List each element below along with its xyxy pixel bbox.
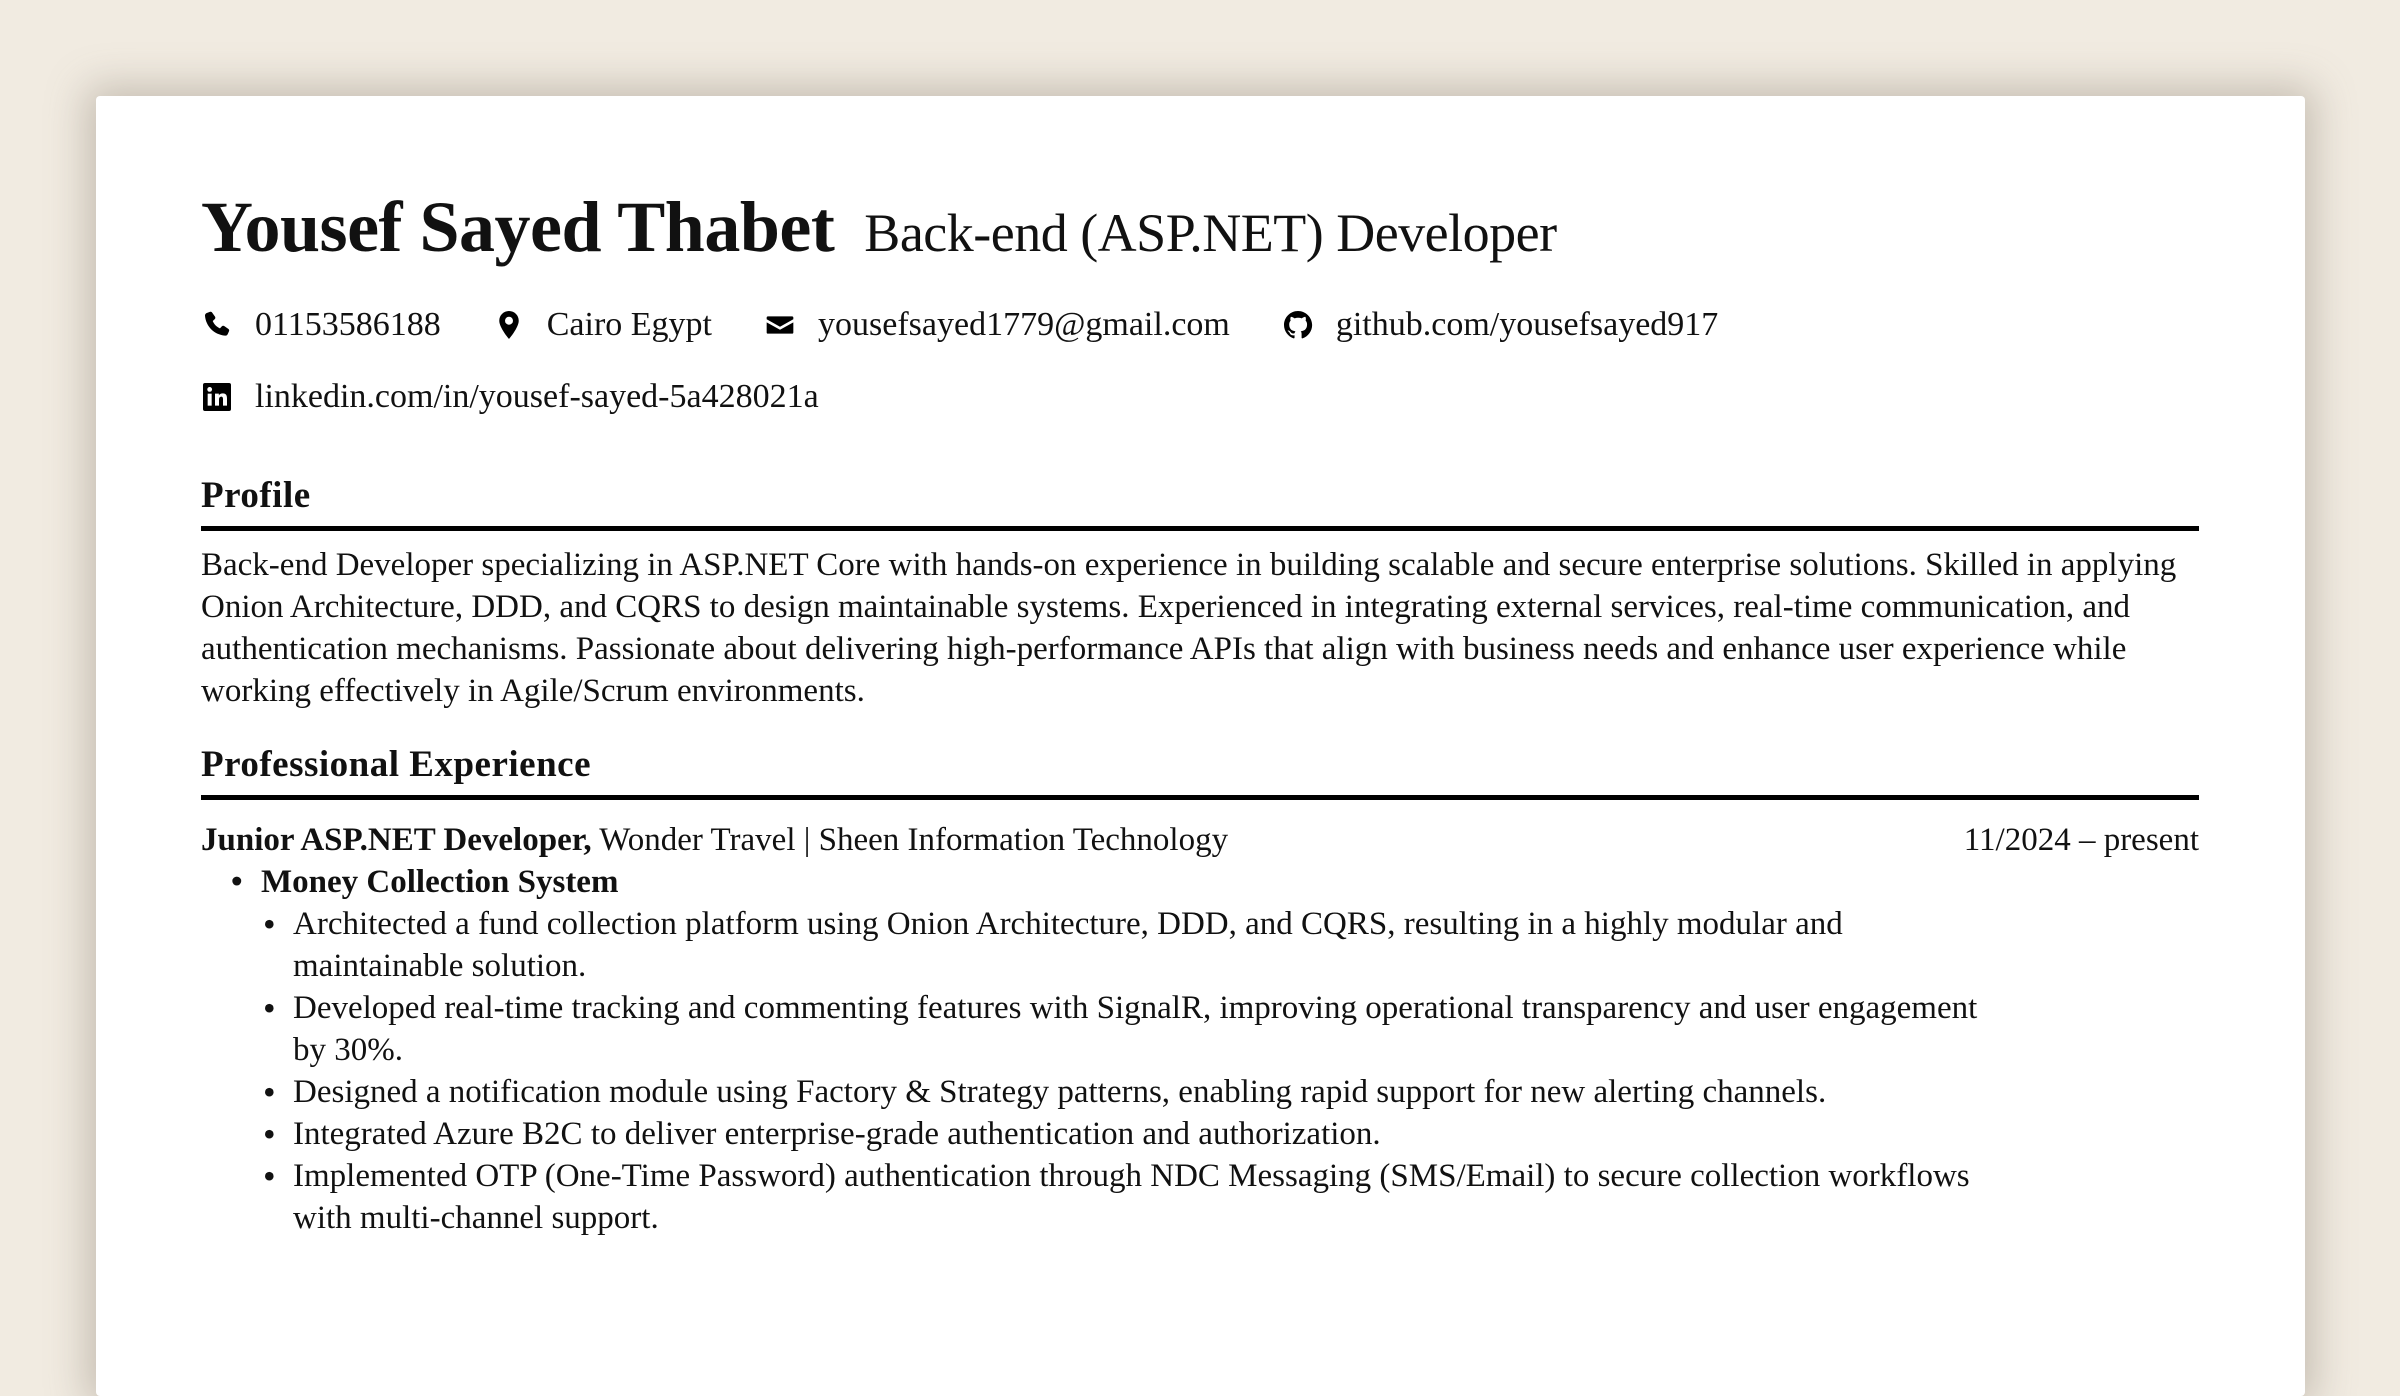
list-item: • Integrated Azure B2C to deliver enterprise-grade authentication and authorization. xyxy=(261,1113,1981,1155)
contact-location-text: Cairo Egypt xyxy=(546,306,713,343)
job-role-company xyxy=(201,819,1228,861)
contact-email[interactable] xyxy=(764,306,1230,344)
profile-summary: Back-end Developer specializing in ASP.NET Core with hands-on experience in building scalable and secure enterprise solutions. Skilled in applying Onion Architecture, DDD, and CQRS to design maintainable systems. Experienced in integrating external services, real-time communication, and authentication mechanisms. Passionate about delivering high-performance APIs that align with business needs and enhance user experience while working effectively in Agile/Scrum environments. xyxy=(201,547,2177,709)
linkedin-icon xyxy=(201,381,233,413)
contact-row-2 xyxy=(201,378,871,416)
resume-header xyxy=(201,186,1557,269)
candidate-role: Back-end (ASP.NET) Developer xyxy=(864,203,1557,263)
contact-linkedin[interactable] xyxy=(201,378,819,416)
section-divider-experience xyxy=(201,795,2199,800)
section-divider-profile xyxy=(201,526,2199,531)
contact-phone xyxy=(201,306,441,344)
job-position: Junior ASP.NET Developer, xyxy=(201,822,592,858)
project-name: Money Collection System xyxy=(261,864,619,900)
resume-page xyxy=(96,96,2305,1396)
list-item: • Developed real-time tracking and commenting features with SignalR, improving operational transparency and user engagement by 30%. xyxy=(261,987,1981,1071)
job-company: Wonder Travel | Sheen Information Technology xyxy=(599,822,1229,858)
job-date: 11/2024 – present xyxy=(1963,822,2199,858)
list-item: • Architected a fund collection platform using Onion Architecture, DDD, and CQRS, resulting in a highly modular and maintainable solution. xyxy=(261,903,1981,987)
bullet-icon: • xyxy=(231,864,243,900)
contact-linkedin-link[interactable]: linkedin.com/in/yousef-sayed-5a428021a xyxy=(255,378,819,415)
contact-location xyxy=(493,306,712,344)
section-title-profile: Profile xyxy=(201,475,311,516)
project-title-row xyxy=(231,861,618,903)
contact-github-link[interactable]: github.com/yousefsayed917 xyxy=(1335,306,1719,343)
contact-phone-text: 01153586188 xyxy=(255,306,441,343)
job-header xyxy=(201,819,2199,861)
location-pin-icon xyxy=(493,309,525,341)
phone-icon xyxy=(201,309,233,341)
section-title-experience: Professional Experience xyxy=(201,744,592,785)
contact-row-1 xyxy=(201,306,1770,344)
github-icon xyxy=(1282,309,1314,341)
list-item: • Implemented OTP (One-Time Password) authentication through NDC Messaging (SMS/Email) to secure collection workflows with multi-channel support. xyxy=(261,1155,1981,1239)
list-item: • Designed a notification module using Factory & Strategy patterns, enabling rapid support for new alerting channels. xyxy=(261,1071,1981,1113)
contact-email-link[interactable]: yousefsayed1779@gmail.com xyxy=(818,306,1230,343)
project-bullet-list xyxy=(261,903,1981,1239)
contact-github[interactable] xyxy=(1282,306,1718,344)
envelope-icon xyxy=(764,309,796,341)
candidate-name: Yousef Sayed Thabet xyxy=(201,187,835,267)
